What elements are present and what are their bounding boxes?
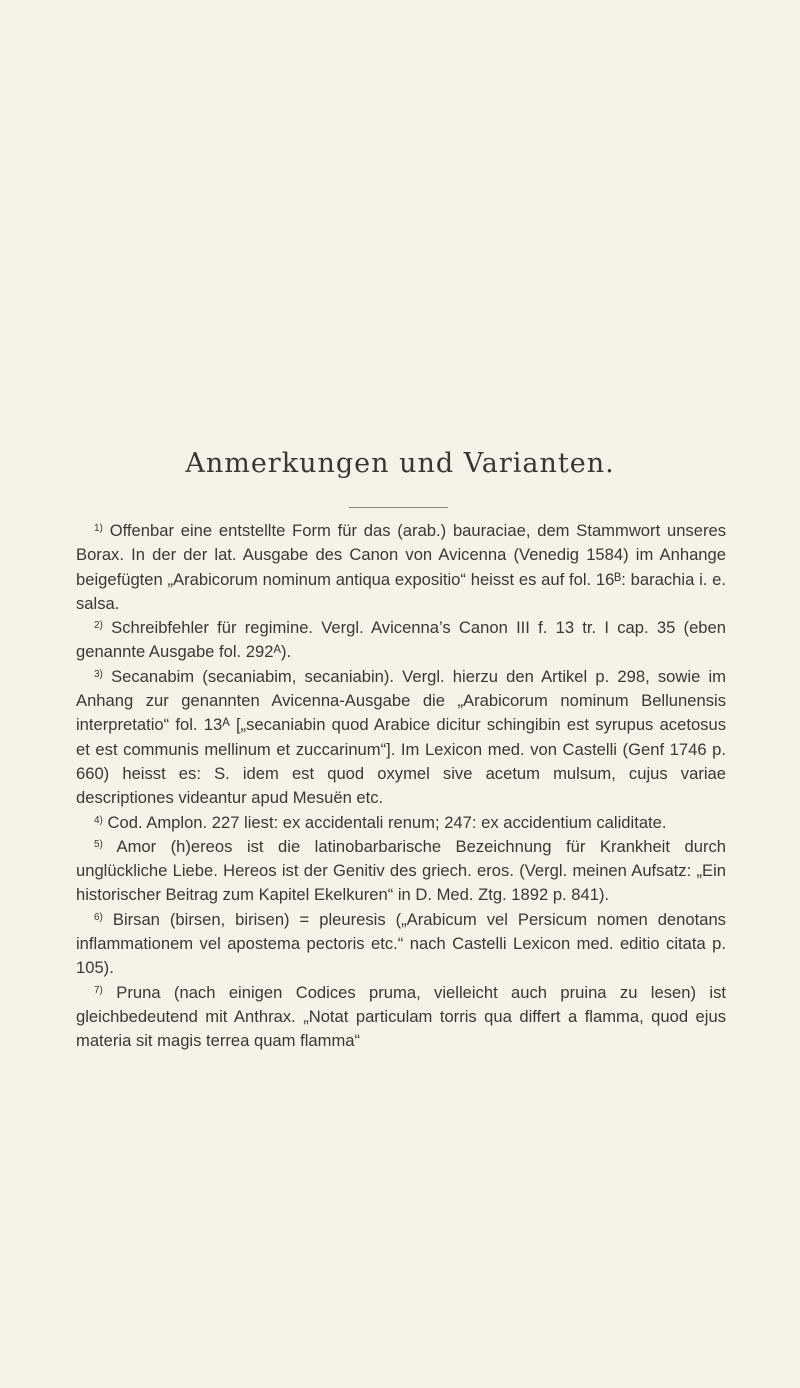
note-marker: 3) xyxy=(94,668,103,680)
note-text: Cod. Amplon. 227 liest: ex accidentali renum; 247: ex accidentium caliditate. xyxy=(107,812,667,832)
note-marker: 1) xyxy=(94,523,103,534)
note-2 xyxy=(76,616,726,665)
note-marker: 2) xyxy=(94,620,103,632)
note-1 xyxy=(76,519,726,616)
note-marker: 5) xyxy=(94,838,103,850)
note-5 xyxy=(76,835,726,908)
note-text: Birsan (birsen, birisen) = pleuresis („Arabicum vel Persicum nomen denotans inflammationem vel apostema pectoris etc.“ nach Castelli Lexicon med. editio citata p. 105). xyxy=(76,909,726,978)
note-marker: 4) xyxy=(94,814,103,826)
note-text: Secanabim (secaniabim, secaniabin). Vergl. hierzu den Artikel p. 298, sowie im Anhang zur genannten Avicenna-Ausgabe die „Arabicorum nominum Bellunensis interpretatio“ fol. 13ᴬ [„secaniabin quod Arabice dicitur schingibin est syrupus acetosus et est communis mellinum et zuccarinum“]. Im Lexicon med. von Castelli (Genf 1746 p. 660) heisst es: S. idem est quod oxymel sive acetum mulsum, cujus variae descriptiones videantur apud Mesuën etc. xyxy=(76,666,726,808)
note-6 xyxy=(76,908,726,981)
note-3 xyxy=(76,665,726,811)
note-4 xyxy=(76,811,726,835)
note-7 xyxy=(76,981,726,1054)
note-text: Amor (h)ereos ist die latinobarbarische Bezeichnung für Krankheit durch unglückliche Liebe. Hereos ist der Genitiv des griech. eros. (Vergl. meinen Aufsatz: „Ein historischer Beitrag zum Kapitel Ekelkuren“ in D. Med. Ztg. 1892 p. 841). xyxy=(76,836,726,905)
note-marker: 7) xyxy=(94,984,103,996)
notes-list xyxy=(76,519,726,1054)
title-divider xyxy=(349,507,448,508)
note-marker: 6) xyxy=(94,911,103,923)
note-text: Pruna (nach einigen Codices pruma, vielleicht auch pruina zu lesen) ist gleichbedeutend mit Anthrax. „Notat particulam torris qua differt a flamma, quod ejus materia sit magis terrea quam flamma“ xyxy=(76,982,726,1051)
page-title: Anmerkungen und Varianten. xyxy=(185,448,615,479)
note-text: Offenbar eine entstellte Form für das (arab.) bauraciae, dem Stammwort unseres Borax. In der der lat. Ausgabe des Canon von Avicenna (Venedig 1584) im Anhange beigefügten „Arabicorum nominum antiqua expositio“ heisst es auf fol. 16ᴮ: barachia i. e. salsa. xyxy=(76,521,726,613)
note-text: Schreibfehler für regimine. Vergl. Avicenna’s Canon III f. 13 tr. I cap. 35 (eben genannte Ausgabe fol. 292ᴬ). xyxy=(76,618,726,662)
